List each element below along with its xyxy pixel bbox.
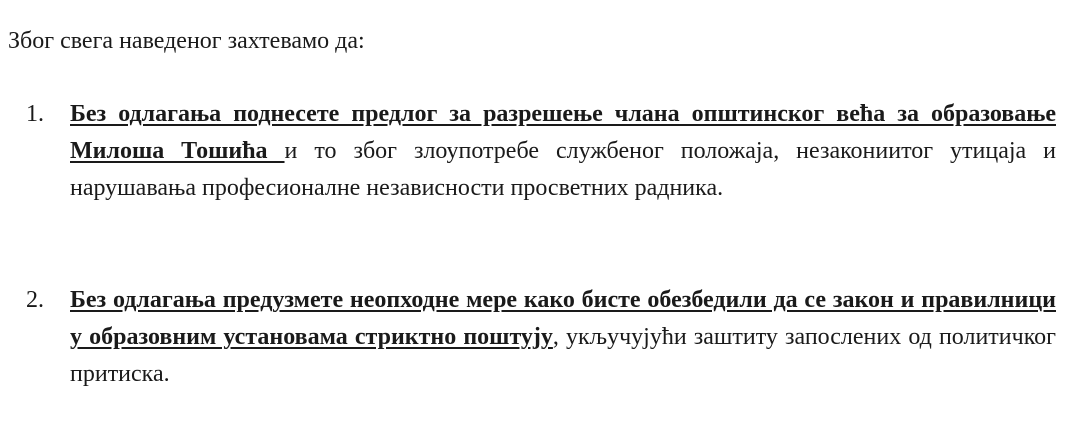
- item-number: 1.: [26, 101, 44, 127]
- item-rest-text: и то због злоупотребе службеног положаја, незакониитог утицаја и нарушавања професионалне независности просветних радника.: [70, 138, 1057, 201]
- item-rest-text: , укључујући заштиту запослених од политичког притиска.: [70, 324, 1056, 387]
- item-number: 2.: [26, 287, 44, 313]
- item-body: [70, 282, 1056, 393]
- demand-item-2: [26, 282, 1056, 393]
- item-emphasis-text: Без одлагања предузмете неопходне мере како бисте обезбедили да се закон и правилници у образовним установама стриктно поштују: [70, 287, 1056, 350]
- item-body: [70, 96, 1056, 207]
- item-emphasis-text: Без одлагања поднесете предлог за разрешење члана општинског већа за образовање Милоша Тошића: [70, 101, 1056, 164]
- intro-text: Због свега наведеног захтевамо да:: [8, 28, 365, 54]
- demand-item-1: [26, 96, 1056, 207]
